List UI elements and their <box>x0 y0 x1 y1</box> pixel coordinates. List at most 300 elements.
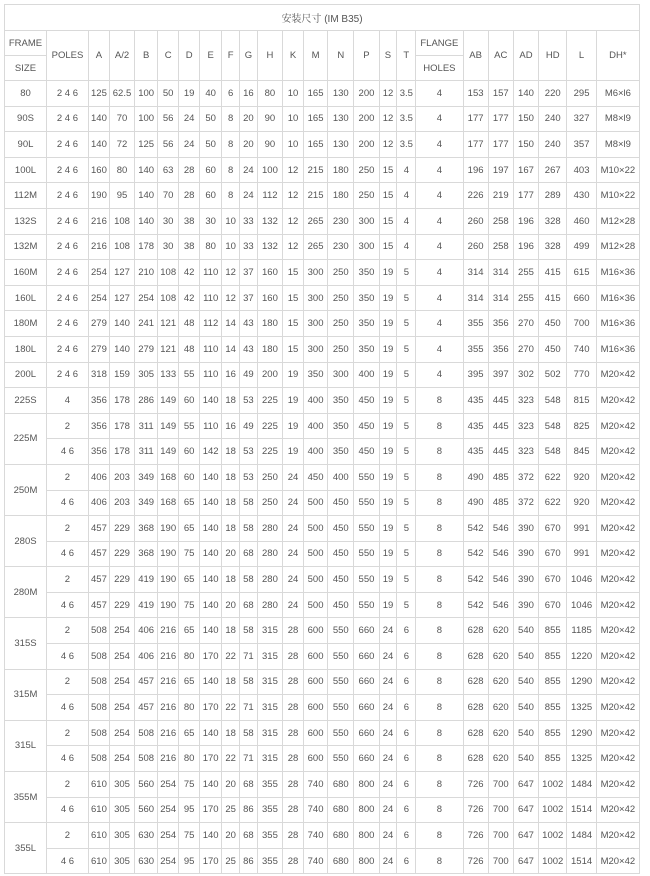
value-cell: 140 <box>88 132 109 158</box>
value-cell: 28 <box>179 183 200 209</box>
value-cell: 203 <box>109 464 134 490</box>
value-cell: 216 <box>158 618 179 644</box>
value-cell: 357 <box>567 132 596 158</box>
value-cell: 15 <box>379 234 397 260</box>
table-row <box>5 592 640 618</box>
poles-cell: 2 4 6 <box>46 362 88 388</box>
value-cell: 215 <box>304 157 328 183</box>
value-cell: 726 <box>463 848 488 874</box>
header-c: C <box>158 31 179 81</box>
value-cell: 610 <box>88 772 109 798</box>
value-cell: 390 <box>513 516 538 542</box>
value-cell: 149 <box>158 388 179 414</box>
value-cell: 546 <box>488 567 513 593</box>
value-cell: 86 <box>240 797 258 823</box>
table-row <box>5 644 640 670</box>
value-cell: 8 <box>416 567 463 593</box>
value-cell: 680 <box>328 848 354 874</box>
value-cell: 740 <box>567 336 596 362</box>
value-cell: 140 <box>200 567 222 593</box>
value-cell: 542 <box>463 541 488 567</box>
value-cell: 815 <box>567 388 596 414</box>
value-cell: 43 <box>240 311 258 337</box>
poles-cell: 2 4 6 <box>46 311 88 337</box>
header-g: G <box>240 31 258 81</box>
value-cell: 270 <box>513 311 538 337</box>
value-cell: 140 <box>200 669 222 695</box>
table-row <box>5 183 640 209</box>
value-cell: 28 <box>283 823 304 849</box>
value-cell: 19 <box>379 516 397 542</box>
value-cell: 170 <box>200 746 222 772</box>
value-cell: 58 <box>240 516 258 542</box>
table-row <box>5 695 640 721</box>
value-cell: M20×42 <box>596 567 639 593</box>
value-cell: 660 <box>354 669 379 695</box>
value-cell: 315 <box>257 695 282 721</box>
value-cell: 8 <box>416 618 463 644</box>
value-cell: 390 <box>513 567 538 593</box>
value-cell: 170 <box>200 644 222 670</box>
poles-cell: 4 6 <box>46 797 88 823</box>
value-cell: 314 <box>488 285 513 311</box>
value-cell: 5 <box>397 516 416 542</box>
value-cell: 28 <box>283 797 304 823</box>
value-cell: 328 <box>539 234 567 260</box>
value-cell: 5 <box>397 311 416 337</box>
value-cell: 740 <box>304 823 328 849</box>
value-cell: 110 <box>200 362 222 388</box>
value-cell: M20×42 <box>596 592 639 618</box>
value-cell: 450 <box>304 464 328 490</box>
value-cell: 4 <box>416 260 463 286</box>
value-cell: 3.5 <box>397 132 416 158</box>
value-cell: 540 <box>513 746 538 772</box>
value-cell: 5 <box>397 567 416 593</box>
value-cell: 220 <box>539 81 567 107</box>
value-cell: 165 <box>304 81 328 107</box>
value-cell: 349 <box>135 490 158 516</box>
value-cell: 127 <box>109 285 134 311</box>
poles-cell: 4 6 <box>46 439 88 465</box>
value-cell: 250 <box>354 183 379 209</box>
value-cell: 726 <box>463 772 488 798</box>
value-cell: 14 <box>222 311 240 337</box>
frame-size-cell: 280M <box>5 567 47 618</box>
frame-size-cell: 80 <box>5 81 47 107</box>
value-cell: 1002 <box>539 848 567 874</box>
value-cell: 550 <box>354 490 379 516</box>
value-cell: 200 <box>257 362 282 388</box>
header-d: D <box>179 31 200 81</box>
table-row <box>5 797 640 823</box>
value-cell: 254 <box>88 260 109 286</box>
value-cell: 70 <box>109 106 134 132</box>
value-cell: 620 <box>488 644 513 670</box>
value-cell: 225 <box>257 439 282 465</box>
header-ab: AB <box>463 31 488 81</box>
value-cell: 4 <box>416 362 463 388</box>
table-row <box>5 234 640 260</box>
value-cell: 300 <box>304 285 328 311</box>
value-cell: 19 <box>379 413 397 439</box>
value-cell: 670 <box>539 592 567 618</box>
frame-size-cell: 250M <box>5 464 47 515</box>
value-cell: 502 <box>539 362 567 388</box>
value-cell: 140 <box>135 157 158 183</box>
value-cell: 550 <box>354 516 379 542</box>
value-cell: 121 <box>158 336 179 362</box>
value-cell: 542 <box>463 516 488 542</box>
header-a: A <box>88 31 109 81</box>
value-cell: 24 <box>283 464 304 490</box>
value-cell: 10 <box>283 106 304 132</box>
value-cell: 177 <box>513 183 538 209</box>
value-cell: 68 <box>240 541 258 567</box>
value-cell: 305 <box>109 797 134 823</box>
frame-size-cell: 225M <box>5 413 47 464</box>
value-cell: M20×42 <box>596 516 639 542</box>
value-cell: 28 <box>283 848 304 874</box>
value-cell: 315 <box>257 720 282 746</box>
value-cell: 140 <box>135 208 158 234</box>
value-cell: 1325 <box>567 746 596 772</box>
frame-size-cell: 355M <box>5 772 47 823</box>
value-cell: 1185 <box>567 618 596 644</box>
value-cell: 140 <box>200 592 222 618</box>
value-cell: 6 <box>397 618 416 644</box>
value-cell: 12 <box>379 132 397 158</box>
value-cell: 546 <box>488 516 513 542</box>
value-cell: 825 <box>567 413 596 439</box>
poles-cell: 2 4 6 <box>46 336 88 362</box>
value-cell: 63 <box>158 157 179 183</box>
value-cell: 670 <box>539 541 567 567</box>
value-cell: 180 <box>257 311 282 337</box>
value-cell: 18 <box>222 720 240 746</box>
value-cell: 445 <box>488 413 513 439</box>
value-cell: 12 <box>283 208 304 234</box>
value-cell: M10×22 <box>596 183 639 209</box>
value-cell: 229 <box>109 592 134 618</box>
value-cell: 3.5 <box>397 106 416 132</box>
value-cell: 855 <box>539 746 567 772</box>
value-cell: 280 <box>257 592 282 618</box>
value-cell: 10 <box>222 234 240 260</box>
value-cell: 24 <box>379 797 397 823</box>
value-cell: 196 <box>513 234 538 260</box>
value-cell: 254 <box>158 848 179 874</box>
value-cell: 8 <box>416 490 463 516</box>
value-cell: 19 <box>179 81 200 107</box>
value-cell: 855 <box>539 618 567 644</box>
value-cell: 660 <box>354 695 379 721</box>
value-cell: 4 <box>397 157 416 183</box>
value-cell: 450 <box>328 541 354 567</box>
value-cell: 6 <box>222 81 240 107</box>
value-cell: 190 <box>158 592 179 618</box>
table-row <box>5 106 640 132</box>
value-cell: 19 <box>379 260 397 286</box>
table-row <box>5 516 640 542</box>
value-cell: 254 <box>88 285 109 311</box>
value-cell: 24 <box>283 490 304 516</box>
poles-cell: 2 <box>46 720 88 746</box>
value-cell: 19 <box>283 439 304 465</box>
value-cell: 457 <box>135 669 158 695</box>
table-row <box>5 720 640 746</box>
value-cell: 355 <box>257 797 282 823</box>
value-cell: 400 <box>354 362 379 388</box>
value-cell: 130 <box>328 132 354 158</box>
value-cell: 19 <box>379 541 397 567</box>
value-cell: M20×42 <box>596 644 639 670</box>
value-cell: 178 <box>135 234 158 260</box>
value-cell: 24 <box>379 669 397 695</box>
value-cell: 600 <box>304 720 328 746</box>
value-cell: M20×42 <box>596 490 639 516</box>
value-cell: 300 <box>354 208 379 234</box>
value-cell: 254 <box>109 618 134 644</box>
value-cell: 18 <box>222 388 240 414</box>
value-cell: 8 <box>416 797 463 823</box>
value-cell: 5 <box>397 336 416 362</box>
value-cell: 400 <box>304 439 328 465</box>
value-cell: 168 <box>158 464 179 490</box>
value-cell: 33 <box>240 208 258 234</box>
value-cell: 620 <box>488 746 513 772</box>
table-row <box>5 490 640 516</box>
dimension-table <box>4 4 640 874</box>
value-cell: 300 <box>328 362 354 388</box>
value-cell: 130 <box>328 106 354 132</box>
value-cell: 450 <box>328 592 354 618</box>
value-cell: 300 <box>354 234 379 260</box>
value-cell: 20 <box>222 823 240 849</box>
value-cell: 457 <box>88 541 109 567</box>
value-cell: 5 <box>397 490 416 516</box>
value-cell: 600 <box>304 695 328 721</box>
value-cell: 140 <box>200 464 222 490</box>
value-cell: 323 <box>513 413 538 439</box>
value-cell: 24 <box>379 848 397 874</box>
value-cell: 18 <box>222 464 240 490</box>
value-cell: 5 <box>397 388 416 414</box>
value-cell: 6 <box>397 746 416 772</box>
value-cell: 490 <box>463 464 488 490</box>
table-row <box>5 132 640 158</box>
value-cell: 508 <box>135 720 158 746</box>
value-cell: 508 <box>88 720 109 746</box>
value-cell: 170 <box>200 848 222 874</box>
value-cell: 254 <box>158 772 179 798</box>
value-cell: 42 <box>179 285 200 311</box>
value-cell: 250 <box>328 336 354 362</box>
value-cell: 314 <box>463 285 488 311</box>
value-cell: 660 <box>567 285 596 311</box>
value-cell: 500 <box>304 541 328 567</box>
value-cell: 58 <box>240 618 258 644</box>
table-row <box>5 388 640 414</box>
dimension-table-container <box>4 4 640 874</box>
table-row <box>5 157 640 183</box>
value-cell: 24 <box>179 106 200 132</box>
value-cell: 390 <box>513 592 538 618</box>
value-cell: M20×42 <box>596 413 639 439</box>
value-cell: 19 <box>379 336 397 362</box>
value-cell: M16×36 <box>596 336 639 362</box>
value-cell: 4 <box>416 132 463 158</box>
value-cell: 279 <box>88 336 109 362</box>
value-cell: 15 <box>283 336 304 362</box>
header-e: E <box>200 31 222 81</box>
value-cell: 305 <box>109 823 134 849</box>
value-cell: 65 <box>179 516 200 542</box>
value-cell: 6 <box>397 720 416 746</box>
value-cell: 38 <box>179 234 200 260</box>
value-cell: 855 <box>539 695 567 721</box>
poles-cell: 2 <box>46 516 88 542</box>
header-ad: AD <box>513 31 538 81</box>
value-cell: 20 <box>222 772 240 798</box>
value-cell: 132 <box>257 208 282 234</box>
value-cell: 60 <box>200 183 222 209</box>
value-cell: 132 <box>257 234 282 260</box>
value-cell: 200 <box>354 132 379 158</box>
value-cell: 356 <box>488 336 513 362</box>
value-cell: 680 <box>328 797 354 823</box>
value-cell: 229 <box>109 541 134 567</box>
value-cell: 622 <box>539 464 567 490</box>
value-cell: 622 <box>539 490 567 516</box>
value-cell: 24 <box>379 823 397 849</box>
value-cell: 53 <box>240 464 258 490</box>
value-cell: M16×36 <box>596 260 639 286</box>
value-cell: 255 <box>513 260 538 286</box>
table-row <box>5 541 640 567</box>
value-cell: 125 <box>135 132 158 158</box>
value-cell: 419 <box>135 592 158 618</box>
value-cell: 19 <box>283 388 304 414</box>
value-cell: 240 <box>539 106 567 132</box>
header-ac: AC <box>488 31 513 81</box>
poles-cell: 2 4 6 <box>46 157 88 183</box>
value-cell: 254 <box>109 695 134 721</box>
value-cell: M8×l9 <box>596 106 639 132</box>
value-cell: 65 <box>179 720 200 746</box>
value-cell: 450 <box>328 567 354 593</box>
value-cell: 254 <box>109 746 134 772</box>
value-cell: 1046 <box>567 567 596 593</box>
value-cell: 620 <box>488 720 513 746</box>
table-row <box>5 618 640 644</box>
value-cell: 628 <box>463 695 488 721</box>
value-cell: 75 <box>179 772 200 798</box>
value-cell: 38 <box>179 208 200 234</box>
value-cell: M20×42 <box>596 618 639 644</box>
value-cell: 180 <box>257 336 282 362</box>
value-cell: 30 <box>200 208 222 234</box>
value-cell: 241 <box>135 311 158 337</box>
table-row <box>5 413 640 439</box>
value-cell: 314 <box>488 260 513 286</box>
value-cell: 550 <box>328 695 354 721</box>
value-cell: 95 <box>179 848 200 874</box>
value-cell: 20 <box>222 592 240 618</box>
value-cell: 25 <box>222 797 240 823</box>
value-cell: 8 <box>416 720 463 746</box>
value-cell: M16×36 <box>596 311 639 337</box>
value-cell: 647 <box>513 848 538 874</box>
value-cell: 550 <box>328 644 354 670</box>
value-cell: 19 <box>379 464 397 490</box>
table-row <box>5 669 640 695</box>
value-cell: 80 <box>109 157 134 183</box>
value-cell: 4 <box>416 106 463 132</box>
value-cell: 540 <box>513 669 538 695</box>
value-cell: 108 <box>158 285 179 311</box>
value-cell: 24 <box>283 516 304 542</box>
value-cell: 140 <box>200 720 222 746</box>
value-cell: 50 <box>158 81 179 107</box>
value-cell: 508 <box>88 746 109 772</box>
value-cell: 4 <box>416 285 463 311</box>
value-cell: 22 <box>222 746 240 772</box>
value-cell: 80 <box>179 644 200 670</box>
poles-cell: 2 <box>46 413 88 439</box>
value-cell: 300 <box>304 336 328 362</box>
value-cell: 5 <box>397 541 416 567</box>
value-cell: 508 <box>88 695 109 721</box>
value-cell: 165 <box>304 106 328 132</box>
value-cell: 991 <box>567 541 596 567</box>
value-cell: 254 <box>109 644 134 670</box>
value-cell: 42 <box>179 260 200 286</box>
value-cell: 670 <box>539 516 567 542</box>
table-row <box>5 260 640 286</box>
value-cell: 10 <box>283 132 304 158</box>
value-cell: M8×l9 <box>596 132 639 158</box>
value-cell: 95 <box>179 797 200 823</box>
value-cell: 121 <box>158 311 179 337</box>
value-cell: 315 <box>257 669 282 695</box>
value-cell: 403 <box>567 157 596 183</box>
value-cell: 24 <box>240 157 258 183</box>
value-cell: M20×42 <box>596 746 639 772</box>
value-cell: 5 <box>397 413 416 439</box>
value-cell: 6 <box>397 669 416 695</box>
value-cell: 250 <box>354 157 379 183</box>
value-cell: 100 <box>135 106 158 132</box>
value-cell: 1002 <box>539 823 567 849</box>
value-cell: 55 <box>179 413 200 439</box>
poles-cell: 2 <box>46 772 88 798</box>
table-row <box>5 336 640 362</box>
value-cell: 265 <box>304 208 328 234</box>
value-cell: 219 <box>488 183 513 209</box>
value-cell: 149 <box>158 439 179 465</box>
poles-cell: 2 4 6 <box>46 106 88 132</box>
value-cell: 630 <box>135 848 158 874</box>
value-cell: 8 <box>416 439 463 465</box>
value-cell: 49 <box>240 413 258 439</box>
header-flange: FLANGE <box>416 31 463 56</box>
value-cell: 18 <box>222 567 240 593</box>
value-cell: 65 <box>179 618 200 644</box>
value-cell: 350 <box>328 439 354 465</box>
value-cell: 203 <box>109 490 134 516</box>
value-cell: 8 <box>416 695 463 721</box>
